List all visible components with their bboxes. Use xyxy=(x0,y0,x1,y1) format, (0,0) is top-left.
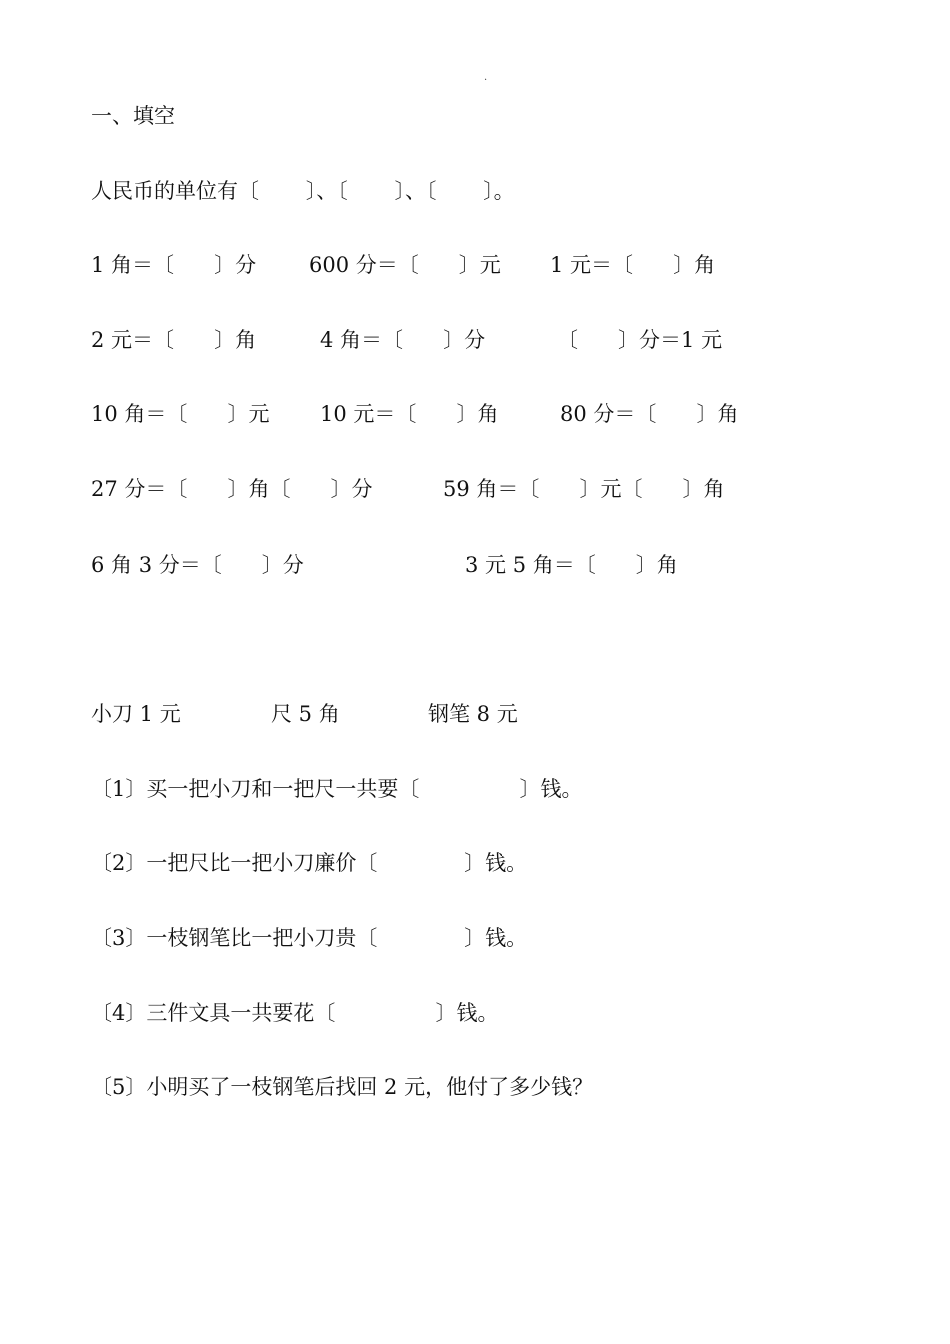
conversion-item: 59 角＝〔 〕元〔 〕角 xyxy=(443,477,725,501)
question-5: 〔5〕小明买了一枝钢笔后找回 2 元，他付了多少钱？ xyxy=(91,1075,594,1099)
conversion-row-5 xyxy=(0,551,678,579)
question-4: 〔4〕三件文具一共要花〔 〕钱。 xyxy=(91,1001,499,1025)
currency-units-row xyxy=(0,177,515,205)
question-row xyxy=(0,1073,594,1101)
conversion-item: 6 角 3 分＝〔 〕分 xyxy=(91,553,304,577)
conversion-row-4 xyxy=(0,475,725,503)
conversion-row-2 xyxy=(0,326,723,354)
question-row xyxy=(0,924,528,952)
question-3: 〔3〕一枝钢笔比一把小刀贵〔 〕钱。 xyxy=(91,926,528,950)
price-list xyxy=(0,700,518,728)
conversion-item: 10 元＝〔 〕角 xyxy=(320,402,499,426)
question-row xyxy=(0,999,499,1027)
currency-units-question: 人民币的单位有〔 〕、〔 〕、〔 〕。 xyxy=(91,179,515,203)
conversion-item: 3 元 5 角＝〔 〕角 xyxy=(465,553,678,577)
question-1: 〔1〕买一把小刀和一把尺一共要〔 〕钱。 xyxy=(91,777,583,801)
conversion-item: 600 分＝〔 〕元 xyxy=(309,253,501,277)
header-mark: . xyxy=(484,72,488,83)
question-row xyxy=(0,775,583,803)
conversion-item: 〔 〕分＝1 元 xyxy=(557,328,723,352)
conversion-item: 2 元＝〔 〕角 xyxy=(91,328,257,352)
price-pen: 钢笔 8 元 xyxy=(428,702,518,726)
conversion-item: 1 角＝〔 〕分 xyxy=(91,253,257,277)
question-2: 〔2〕一把尺比一把小刀廉价〔 〕钱。 xyxy=(91,851,528,875)
conversion-row-3 xyxy=(0,400,739,428)
conversion-item: 1 元＝〔 〕角 xyxy=(550,253,716,277)
section-title: 一、填空 xyxy=(91,104,175,128)
conversion-item: 27 分＝〔 〕角〔 〕分 xyxy=(91,477,373,501)
price-knife: 小刀 1 元 xyxy=(91,702,181,726)
conversion-item: 10 角＝〔 〕元 xyxy=(91,402,270,426)
question-row xyxy=(0,849,528,877)
conversion-item: 4 角＝〔 〕分 xyxy=(320,328,486,352)
conversion-item: 80 分＝〔 〕角 xyxy=(560,402,739,426)
section-title-row xyxy=(0,102,175,130)
conversion-row-1 xyxy=(0,251,716,279)
price-ruler: 尺 5 角 xyxy=(271,702,340,726)
